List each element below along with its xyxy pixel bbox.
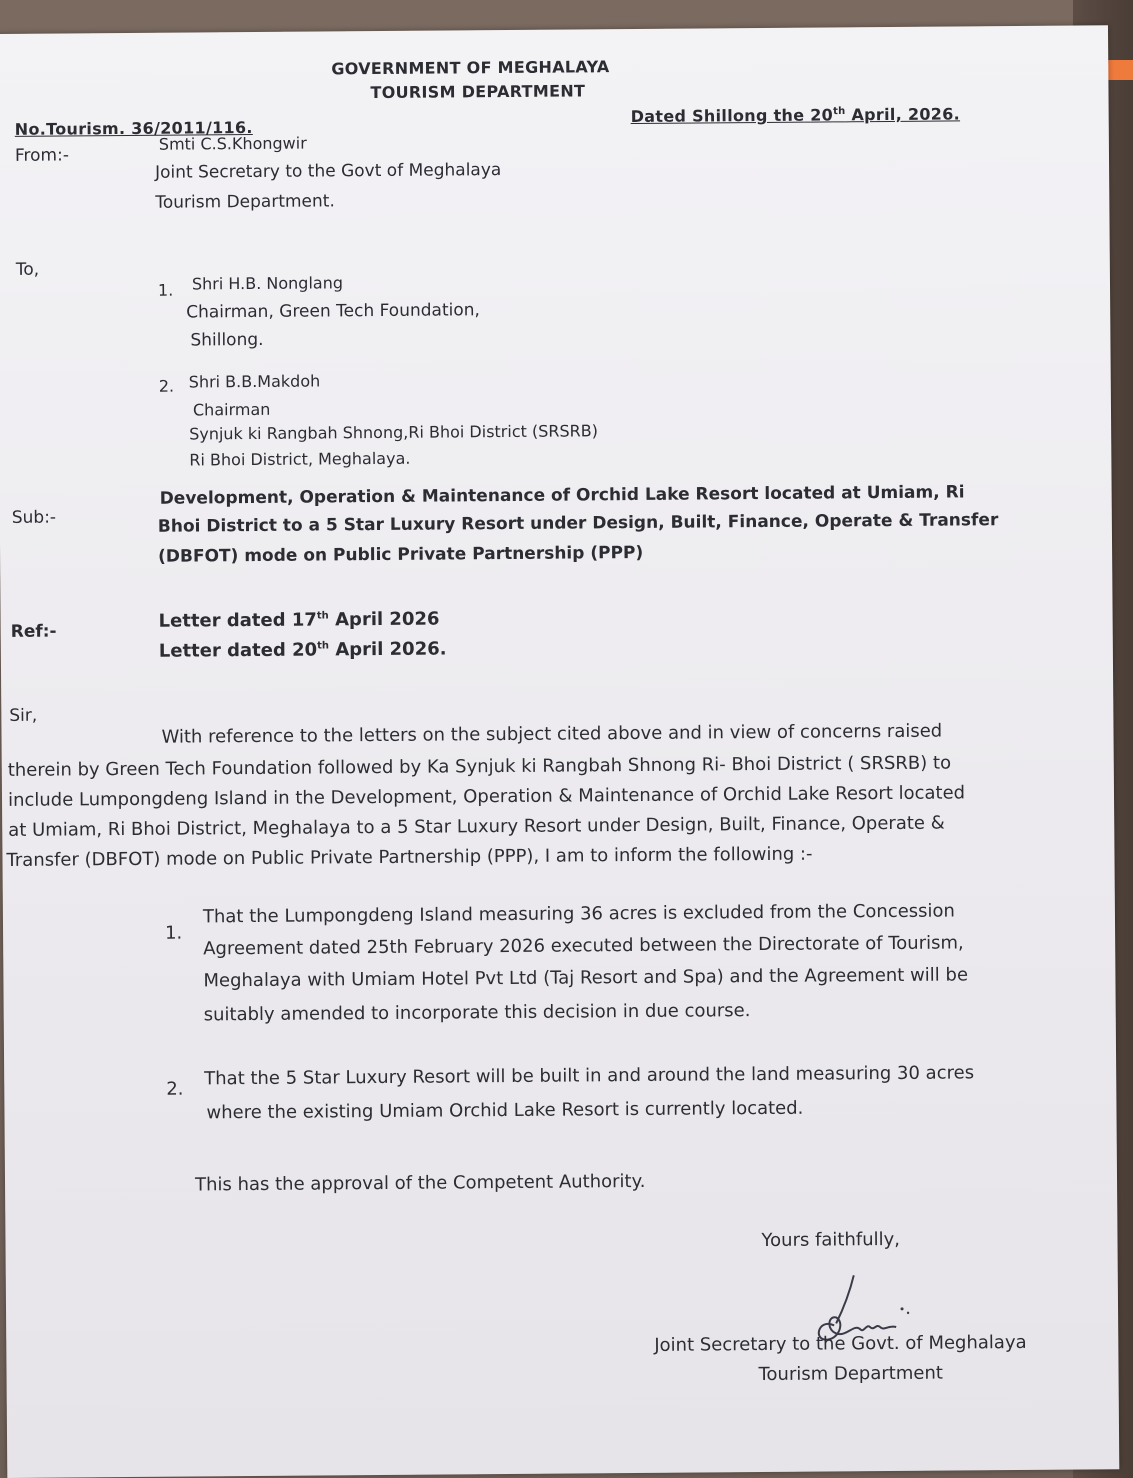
recipient-1-title: Chairman, Green Tech Foundation, xyxy=(186,300,480,323)
date-day-suffix: th xyxy=(833,106,846,118)
signatory-designation: Joint Secretary to the Govt. of Meghalaya xyxy=(654,1331,1027,1356)
recipient-2-number: 2. xyxy=(158,376,175,396)
point-2-line-1: That the 5 Star Luxury Resort will be built in and around the land measuring 30 acres xyxy=(204,1062,975,1090)
date-rest: April, 2026. xyxy=(851,104,961,125)
date-day: 20 xyxy=(810,105,834,125)
recipient-2-org: Synjuk ki Rangbah Shnong,Ri Bhoi District (SRSRB) xyxy=(189,421,599,444)
ref-item-2-suffix: th xyxy=(317,640,330,652)
from-designation: Joint Secretary to the Govt of Meghalaya xyxy=(155,160,502,183)
point-1-line-2: Agreement dated 25th February 2026 executed between the Directorate of Tourism, xyxy=(203,932,964,960)
closing: Yours faithfully, xyxy=(761,1228,901,1252)
approval-statement: This has the approval of the Competent Authority. xyxy=(194,1170,646,1196)
header-government: GOVERNMENT OF MEGHALAYA xyxy=(331,57,610,79)
header-department: TOURISM DEPARTMENT xyxy=(370,81,586,103)
subject-line-3: (DBFOT) mode on Public Private Partnership (PPP) xyxy=(158,542,644,567)
ref-item-2 xyxy=(159,638,447,661)
recipient-1-number: 1. xyxy=(157,280,174,300)
date-prefix: Dated Shillong the xyxy=(630,105,805,127)
recipient-2-district: Ri Bhoi District, Meghalaya. xyxy=(189,448,411,470)
ref-item-1-date: Letter dated 17 xyxy=(158,609,317,632)
ref-item-1-suffix: th xyxy=(316,610,329,622)
subject-line-1: Development, Operation & Maintenance of Orchid Lake Resort located at Umiam, Ri xyxy=(159,482,965,509)
body-line-1: With reference to the letters on the subject cited above and in view of concerns raised xyxy=(161,720,943,748)
recipient-1-name: Shri H.B. Nonglang xyxy=(191,273,344,294)
from-name: Smti C.S.Khongwir xyxy=(158,133,307,154)
point-1-number: 1. xyxy=(164,922,183,944)
point-1-line-3: Meghalaya with Umiam Hotel Pvt Ltd (Taj Resort and Spa) and the Agreement will be xyxy=(203,964,969,992)
body-line-5: Transfer (DBFOT) mode on Public Private Partnership (PPP), I am to inform the following :- xyxy=(6,843,813,871)
ref-item-2-rest: April 2026. xyxy=(328,638,447,661)
body-line-3: include Lumpongdeng Island in the Development, Operation & Maintenance of Orchid Lake Resort located xyxy=(7,782,966,811)
recipient-2-title: Chairman xyxy=(192,399,271,420)
ref-item-2-date: Letter dated 20 xyxy=(158,639,318,662)
recipient-2-name: Shri B.B.Makdoh xyxy=(188,371,321,392)
ref-item-1-rest: April 2026 xyxy=(328,608,440,631)
point-2-number: 2. xyxy=(166,1078,184,1100)
point-1-line-1: That the Lumpongdeng Island measuring 36 acres is excluded from the Concession xyxy=(202,900,956,928)
salutation: Sir, xyxy=(9,705,38,726)
from-department: Tourism Department. xyxy=(155,191,335,213)
point-1-line-4: suitably amended to incorporate this decision in due course. xyxy=(203,1000,751,1026)
ref-label: Ref:- xyxy=(10,621,57,642)
subject-label: Sub:- xyxy=(11,507,57,528)
ref-item-1 xyxy=(159,609,440,632)
letter-date xyxy=(631,104,960,126)
signatory-department: Tourism Department xyxy=(758,1362,943,1386)
body-line-2: therein by Green Tech Foundation followed by Ka Synjuk ki Rangbah Shnong Ri- Bhoi District ( SRSRB) to xyxy=(7,752,952,781)
to-label: To, xyxy=(15,259,40,280)
recipient-1-city: Shillong. xyxy=(190,329,264,351)
body-line-4: at Umiam, Ri Bhoi District, Meghalaya to a 5 Star Luxury Resort under Design, Built, Finance, Operate & xyxy=(8,812,945,841)
subject-line-2: Bhoi District to a 5 Star Luxury Resort under Design, Built, Finance, Operate & Transfer xyxy=(157,510,999,537)
letter-sheet xyxy=(0,25,1119,1478)
reference-number: No.Tourism. 36/2011/116. xyxy=(14,117,253,139)
point-2-line-2: where the existing Umiam Orchid Lake Resort is currently located. xyxy=(206,1097,804,1124)
from-label: From:- xyxy=(14,145,70,166)
